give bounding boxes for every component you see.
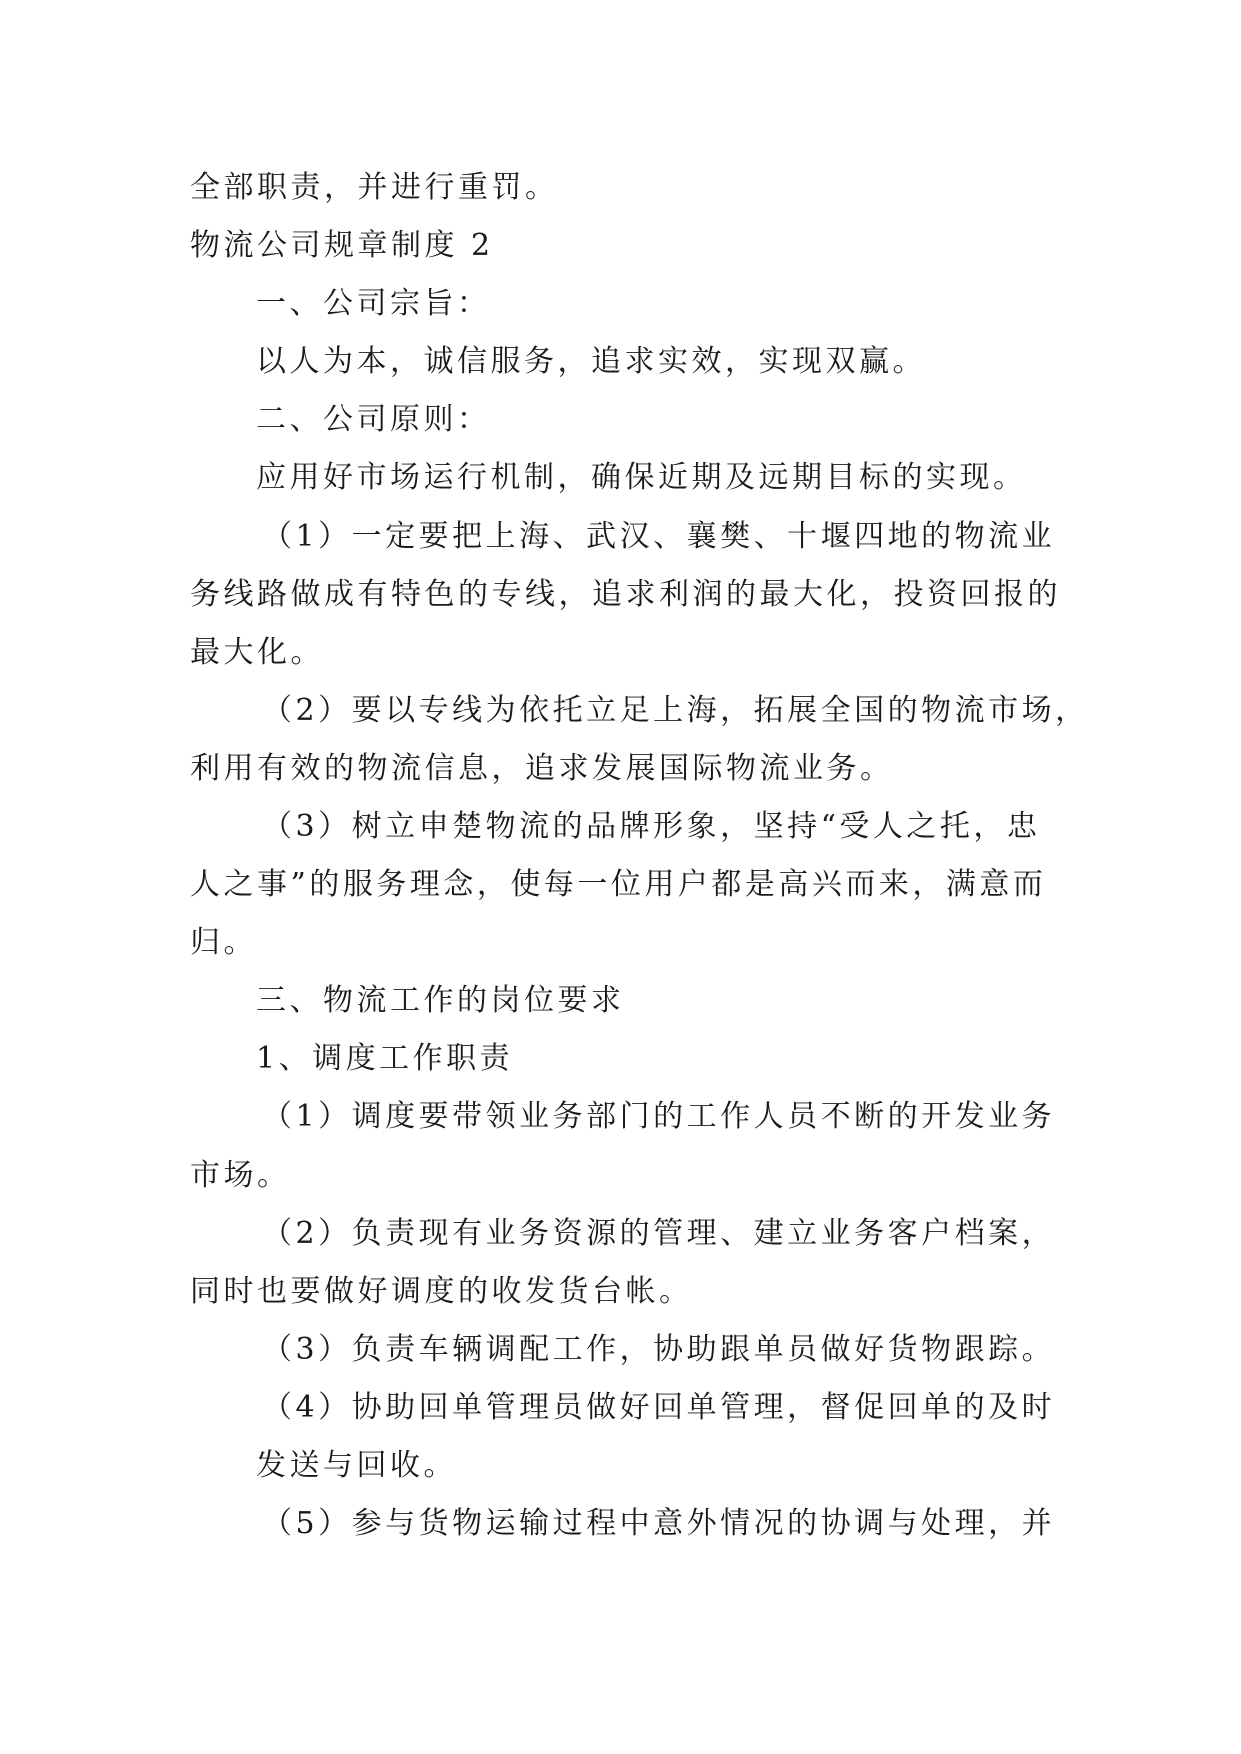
text-line: 同时也要做好调度的收发货台帐。 xyxy=(190,1274,693,1309)
heading-company-purpose: 一、公司宗旨： xyxy=(256,286,491,321)
section-title: 物流公司规章制度 2 xyxy=(190,228,494,263)
text-line: （3）树立申楚物流的品牌形象，坚持“受人之托，忠 xyxy=(262,809,1041,844)
text-line: 最大化。 xyxy=(190,635,324,670)
text-line: （4）协助回单管理员做好回单管理，督促回单的及时 xyxy=(262,1390,1056,1425)
text-line: 以人为本，诚信服务，追求实效，实现双赢。 xyxy=(256,344,926,379)
text-line: （2）要以专线为依托立足上海，拓展全国的物流市场， xyxy=(262,693,1089,728)
heading-company-principles: 二、公司原则： xyxy=(256,402,491,437)
text-line: 应用好市场运行机制，确保近期及远期目标的实现。 xyxy=(256,460,1027,495)
heading-job-requirements: 三、物流工作的岗位要求 xyxy=(256,983,625,1018)
text-line: （1）调度要带领业务部门的工作人员不断的开发业务 xyxy=(262,1099,1056,1134)
text-line: 人之事”的服务理念，使每一位用户都是高兴而来，满意而 xyxy=(190,867,1047,902)
subheading-dispatch-duties: 1、调度工作职责 xyxy=(256,1041,514,1076)
text-line: 发送与回收。 xyxy=(256,1448,457,1483)
text-line: 务线路做成有特色的专线，追求利润的最大化，投资回报的 xyxy=(190,577,1061,612)
text-line: 全部职责，并进行重罚。 xyxy=(190,170,559,205)
text-line: （3）负责车辆调配工作，协助跟单员做好货物跟踪。 xyxy=(262,1332,1056,1367)
text-line: 市场。 xyxy=(190,1158,291,1193)
text-line: （5）参与货物运输过程中意外情况的协调与处理，并 xyxy=(262,1506,1056,1541)
text-line: （1）一定要把上海、武汉、襄樊、十堰四地的物流业 xyxy=(262,519,1056,554)
text-line: 利用有效的物流信息，追求发展国际物流业务。 xyxy=(190,751,894,786)
text-line: （2）负责现有业务资源的管理、建立业务客户档案， xyxy=(262,1216,1056,1251)
text-line: 归。 xyxy=(190,925,257,960)
